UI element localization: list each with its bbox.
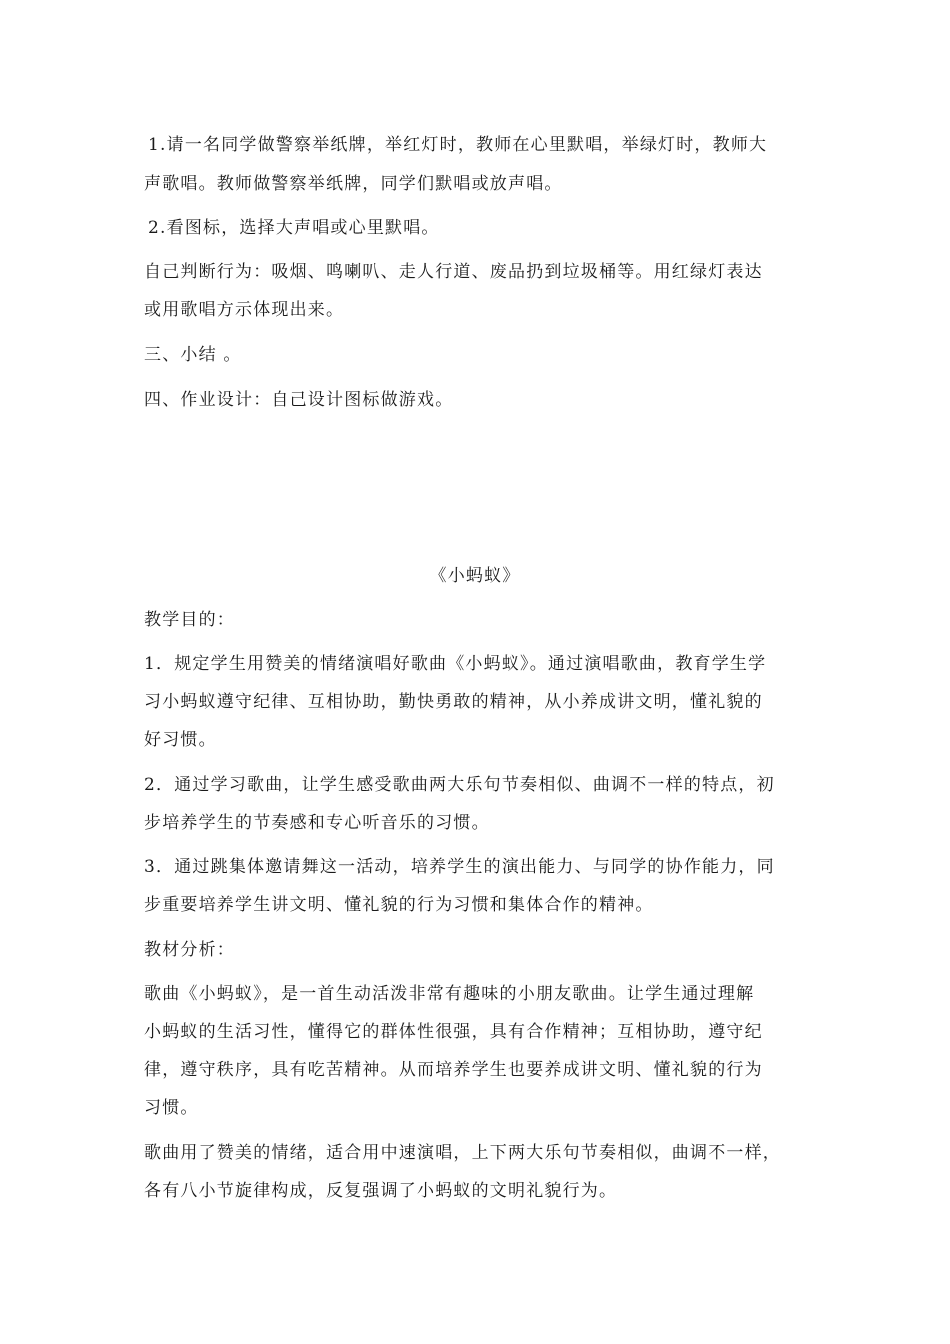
goal1-line3: 好习惯。 xyxy=(144,730,217,750)
item2: 2.看图标，选择大声唱或心里默唱。 xyxy=(148,218,440,238)
lesson-title: 《小蚂蚁》 xyxy=(429,566,521,586)
item1-line2: 声歌唱。教师做警察举纸牌，同学们默唱或放声唱。 xyxy=(144,174,563,194)
para1-line2: 小蚂蚁的生活习性，懂得它的群体性很强，具有合作精神；互相协助，遵守纪 xyxy=(144,1022,763,1042)
para2-line2: 各有八小节旋律构成，反复强调了小蚂蚁的文明礼貌行为。 xyxy=(144,1181,618,1201)
judge-line1: 自己判断行为：吸烟、鸣喇叭、走人行道、废品扔到垃圾桶等。用红绿灯表达 xyxy=(144,262,763,282)
goal2-line2: 步培养学生的节奏感和专心听音乐的习惯。 xyxy=(144,813,490,833)
goal1-line1: 1．规定学生用赞美的情绪演唱好歌曲《小蚂蚁》。通过演唱歌曲，教育学生学 xyxy=(144,654,767,674)
goal3-line1: 3．通过跳集体邀请舞这一活动，培养学生的演出能力、与同学的协作能力，同 xyxy=(144,857,775,877)
analysis-heading: 教材分析： xyxy=(144,940,235,960)
para1-line3: 律，遵守秩序，具有吃苦精神。从而培养学生也要养成讲文明、懂礼貌的行为 xyxy=(144,1060,763,1080)
para2-line1: 歌曲用了赞美的情绪，适合用中速演唱，上下两大乐句节奏相似，曲调不一样， xyxy=(144,1143,781,1163)
summary-heading: 三、小结 。 xyxy=(144,345,242,365)
para1-line1: 歌曲《小蚂蚁》，是一首生动活泼非常有趣味的小朋友歌曲。让学生通过理解 xyxy=(144,984,755,1004)
item1-line1: 1.请一名同学做警察举纸牌，举红灯时，教师在心里默唱，举绿灯时，教师大 xyxy=(148,135,768,155)
homework-heading: 四、作业设计：自己设计图标做游戏。 xyxy=(144,390,454,410)
goals-heading: 教学目的： xyxy=(144,610,235,630)
para1-line4: 习惯。 xyxy=(144,1098,199,1118)
goal3-line2: 步重要培养学生讲文明、懂礼貌的行为习惯和集体合作的精神。 xyxy=(144,895,654,915)
goal1-line2: 习小蚂蚁遵守纪律、互相协助，勤快勇敢的精神，从小养成讲文明，懂礼貌的 xyxy=(144,692,763,712)
goal2-line1: 2．通过学习歌曲，让学生感受歌曲两大乐句节奏相似、曲调不一样的特点，初 xyxy=(144,775,775,795)
judge-line2: 或用歌唱方示体现出来。 xyxy=(144,300,345,320)
